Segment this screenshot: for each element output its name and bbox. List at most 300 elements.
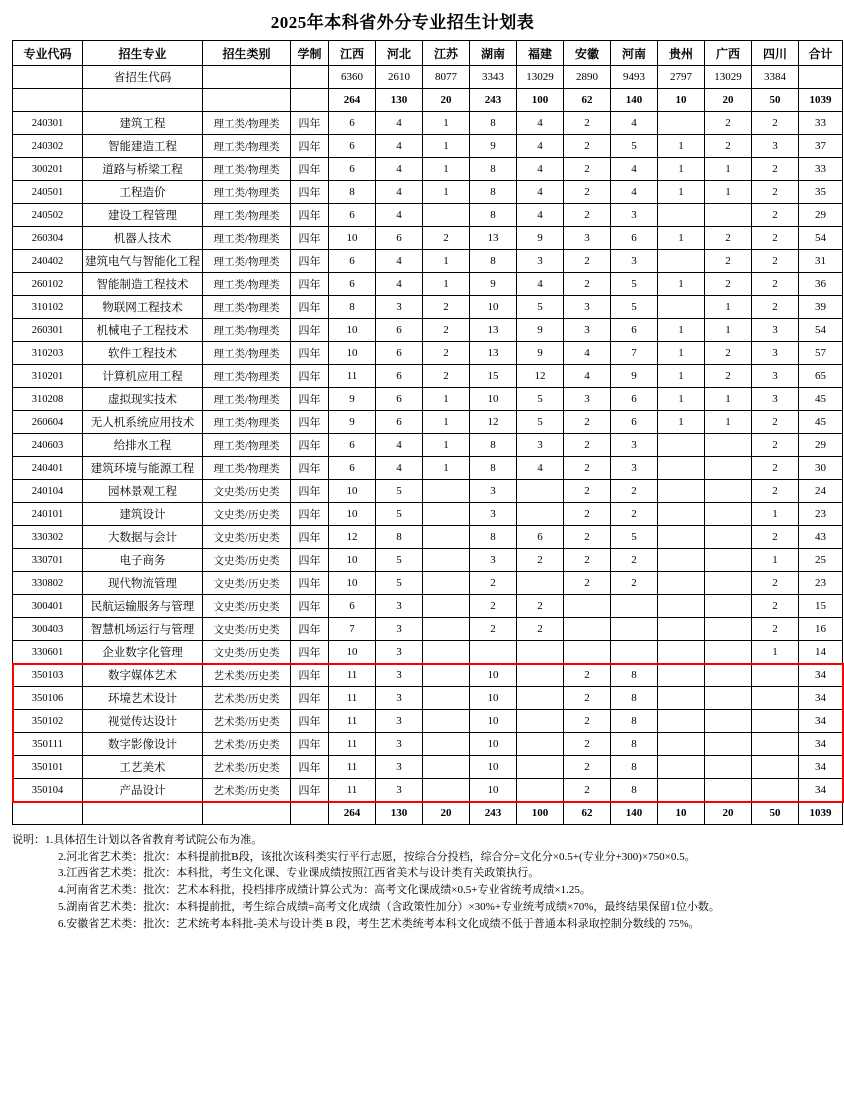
cell-row-total: 65 [799, 365, 843, 388]
cell-quota-2 [423, 733, 470, 756]
cell-row-total: 29 [799, 434, 843, 457]
cell-admission-category: 文史类/历史类 [203, 480, 291, 503]
cell-major-code: 300401 [13, 595, 83, 618]
cell-major-name: 建筑电气与智能化工程 [83, 250, 203, 273]
cell-province-code-6: 9493 [611, 66, 658, 89]
cell-quota-3: 10 [470, 756, 517, 779]
cell-quota-9: 2 [752, 434, 799, 457]
cell-quota-4: 3 [517, 434, 564, 457]
cell-row-total: 31 [799, 250, 843, 273]
cell-quota-5: 2 [564, 158, 611, 181]
cell-quota-4 [517, 572, 564, 595]
cell-major-name: 虚拟现实技术 [83, 388, 203, 411]
cell-admission-category: 理工类/物理类 [203, 457, 291, 480]
cell-quota-9: 1 [752, 549, 799, 572]
cell-quota-6: 8 [611, 664, 658, 687]
cell-quota-3: 10 [470, 687, 517, 710]
cell-major-name: 产品设计 [83, 779, 203, 802]
cell-admission-category: 艺术类/历史类 [203, 779, 291, 802]
note-line-2 [12, 849, 793, 866]
cell-quota-6: 8 [611, 710, 658, 733]
cell-quota-6: 5 [611, 526, 658, 549]
cell-quota-8 [705, 733, 752, 756]
cell-quota-6: 6 [611, 388, 658, 411]
cell-quota-3: 3 [470, 503, 517, 526]
cell-quota-7: 1 [658, 388, 705, 411]
cell-summary-8: 20 [705, 802, 752, 825]
cell-quota-3: 2 [470, 595, 517, 618]
cell-quota-0: 11 [329, 756, 376, 779]
cell-province-code-7: 2797 [658, 66, 705, 89]
note-line-5 [12, 899, 793, 916]
cell-study-length: 四年 [291, 181, 329, 204]
cell-quota-6: 2 [611, 549, 658, 572]
cell-major-name: 智能建造工程 [83, 135, 203, 158]
cell-major-name: 软件工程技术 [83, 342, 203, 365]
cell-study-length: 四年 [291, 158, 329, 181]
cell-quota-9: 3 [752, 388, 799, 411]
cell-study-length: 四年 [291, 365, 329, 388]
cell-quota-9: 2 [752, 250, 799, 273]
cell-study-length: 四年 [291, 664, 329, 687]
cell-quota-9: 3 [752, 342, 799, 365]
cell-quota-0: 10 [329, 572, 376, 595]
cell-quota-9 [752, 756, 799, 779]
cell-major-name: 工程造价 [83, 181, 203, 204]
cell-quota-2: 2 [423, 319, 470, 342]
cell-quota-3: 10 [470, 664, 517, 687]
cell-quota-5: 4 [564, 365, 611, 388]
cell-admission-category: 理工类/物理类 [203, 319, 291, 342]
cell-summary-7: 10 [658, 802, 705, 825]
cell-quota-8 [705, 664, 752, 687]
cell-study-length: 四年 [291, 503, 329, 526]
cell-quota-9: 2 [752, 526, 799, 549]
cell-admission-category: 艺术类/历史类 [203, 664, 291, 687]
cell-quota-6: 4 [611, 181, 658, 204]
cell-major-name: 道路与桥梁工程 [83, 158, 203, 181]
cell-row-total: 43 [799, 526, 843, 549]
cell-quota-2: 2 [423, 365, 470, 388]
cell-admission-category: 理工类/物理类 [203, 342, 291, 365]
note-text: 2.河北省艺术类：批次：本科提前批B段，该批次该科类实行平行志愿，按综合分投档，综合分=文化分×0.5+(专业分+300)×750×0.5。 [58, 850, 696, 863]
cell-quota-3: 8 [470, 112, 517, 135]
cell-major-name: 机器人技术 [83, 227, 203, 250]
cell-quota-6: 3 [611, 457, 658, 480]
cell-quota-3: 9 [470, 273, 517, 296]
cell-major [83, 89, 203, 112]
cell-major-code: 240301 [13, 112, 83, 135]
cell-major-code: 310203 [13, 342, 83, 365]
cell-major [83, 802, 203, 825]
cell-province-code-5: 2890 [564, 66, 611, 89]
cell-quota-6: 8 [611, 756, 658, 779]
cell-major-name: 建设工程管理 [83, 204, 203, 227]
cell-quota-1: 3 [376, 595, 423, 618]
cell-study-length: 四年 [291, 135, 329, 158]
cell-quota-3: 10 [470, 296, 517, 319]
cell-row-total: 33 [799, 112, 843, 135]
cell-quota-4: 4 [517, 112, 564, 135]
cell-quota-8 [705, 572, 752, 595]
cell-quota-6: 8 [611, 687, 658, 710]
table-row [13, 641, 843, 664]
cell-total: 1039 [799, 802, 843, 825]
cell-row-total: 15 [799, 595, 843, 618]
cell-quota-0: 10 [329, 549, 376, 572]
cell-quota-8: 1 [705, 319, 752, 342]
cell-quota-7 [658, 434, 705, 457]
cell-quota-4: 2 [517, 549, 564, 572]
cell-quota-4: 9 [517, 227, 564, 250]
cell-quota-4 [517, 733, 564, 756]
cell-quota-5: 2 [564, 181, 611, 204]
table-row [13, 342, 843, 365]
column-header-3: 学制 [291, 41, 329, 66]
cell-quota-3: 10 [470, 710, 517, 733]
cell-study-length: 四年 [291, 388, 329, 411]
cell-quota-5: 2 [564, 204, 611, 227]
cell-quota-4: 5 [517, 296, 564, 319]
cell-study-length: 四年 [291, 480, 329, 503]
cell-admission-category: 理工类/物理类 [203, 250, 291, 273]
cell-major-name: 智能制造工程技术 [83, 273, 203, 296]
cell-quota-2: 1 [423, 112, 470, 135]
cell-quota-5: 4 [564, 342, 611, 365]
cell-category [203, 66, 291, 89]
column-header-9: 安徽 [564, 41, 611, 66]
cell-quota-1: 3 [376, 641, 423, 664]
cell-quota-6: 3 [611, 204, 658, 227]
cell-province-code-0: 6360 [329, 66, 376, 89]
cell-row-total: 16 [799, 618, 843, 641]
cell-quota-9: 3 [752, 135, 799, 158]
cell-quota-5: 2 [564, 273, 611, 296]
cell-study-length: 四年 [291, 319, 329, 342]
cell-major-name: 现代物流管理 [83, 572, 203, 595]
cell-quota-0: 9 [329, 388, 376, 411]
cell-quota-5: 2 [564, 526, 611, 549]
cell-quota-2: 1 [423, 457, 470, 480]
cell-major-code: 350103 [13, 664, 83, 687]
cell-quota-6: 9 [611, 365, 658, 388]
cell-admission-category: 艺术类/历史类 [203, 756, 291, 779]
cell-quota-4: 4 [517, 135, 564, 158]
cell-quota-7 [658, 503, 705, 526]
cell-major-name: 建筑设计 [83, 503, 203, 526]
cell-row-total: 54 [799, 227, 843, 250]
column-header-11: 贵州 [658, 41, 705, 66]
cell-major-name: 工艺美术 [83, 756, 203, 779]
cell-major-name: 无人机系统应用技术 [83, 411, 203, 434]
cell-quota-1: 6 [376, 342, 423, 365]
cell-quota-0: 12 [329, 526, 376, 549]
cell-study-length: 四年 [291, 204, 329, 227]
cell-row-total: 39 [799, 296, 843, 319]
cell-study-length: 四年 [291, 250, 329, 273]
cell-admission-category: 理工类/物理类 [203, 411, 291, 434]
cell-quota-5: 2 [564, 457, 611, 480]
cell-study-length: 四年 [291, 618, 329, 641]
cell-quota-5: 2 [564, 710, 611, 733]
column-header-14: 合计 [799, 41, 843, 66]
cell-quota-1: 3 [376, 618, 423, 641]
cell-quota-4: 3 [517, 250, 564, 273]
cell-quota-5: 2 [564, 687, 611, 710]
cell-quota-2: 2 [423, 342, 470, 365]
cell-quota-7 [658, 618, 705, 641]
cell-quota-1: 6 [376, 411, 423, 434]
cell-admission-category: 文史类/历史类 [203, 595, 291, 618]
cell-quota-2: 1 [423, 250, 470, 273]
cell-years [291, 66, 329, 89]
cell-quota-4 [517, 664, 564, 687]
cell-quota-8 [705, 549, 752, 572]
cell-quota-4 [517, 641, 564, 664]
cell-quota-7 [658, 480, 705, 503]
cell-major-code: 310201 [13, 365, 83, 388]
cell-major-code: 330302 [13, 526, 83, 549]
cell-quota-4: 2 [517, 618, 564, 641]
cell-quota-6 [611, 641, 658, 664]
cell-quota-6: 6 [611, 319, 658, 342]
column-header-12: 广西 [705, 41, 752, 66]
cell-quota-4: 12 [517, 365, 564, 388]
admission-plan-table [12, 40, 843, 825]
cell-study-length: 四年 [291, 549, 329, 572]
cell-quota-5: 2 [564, 434, 611, 457]
page-title: 2025年本科省外分专业招生计划表 [270, 13, 535, 32]
table-row [13, 112, 843, 135]
table-row [13, 480, 843, 503]
cell-major-code: 240104 [13, 480, 83, 503]
cell-quota-7 [658, 572, 705, 595]
cell-quota-6: 2 [611, 503, 658, 526]
cell-summary-4: 100 [517, 802, 564, 825]
cell-quota-6: 3 [611, 434, 658, 457]
cell-row-total: 23 [799, 503, 843, 526]
cell-quota-8: 2 [705, 342, 752, 365]
cell-admission-category: 理工类/物理类 [203, 434, 291, 457]
cell-major-code: 330601 [13, 641, 83, 664]
cell-quota-9: 2 [752, 112, 799, 135]
cell-summary-9: 50 [752, 802, 799, 825]
notes-section [12, 832, 793, 932]
cell-row-total: 57 [799, 342, 843, 365]
cell-quota-3: 8 [470, 457, 517, 480]
cell-quota-0: 6 [329, 250, 376, 273]
note-text: 1.具体招生计划以各省教育考试院公布为准。 [45, 834, 263, 846]
cell-quota-2 [423, 641, 470, 664]
cell-category [203, 89, 291, 112]
cell-quota-9: 3 [752, 319, 799, 342]
cell-major-name: 建筑环境与能源工程 [83, 457, 203, 480]
cell-province-code-9: 3384 [752, 66, 799, 89]
column-header-7: 湖南 [470, 41, 517, 66]
cell-quota-8: 1 [705, 181, 752, 204]
cell-quota-8: 2 [705, 250, 752, 273]
cell-quota-1: 4 [376, 181, 423, 204]
cell-quota-8: 2 [705, 365, 752, 388]
cell-quota-9: 1 [752, 641, 799, 664]
cell-quota-3: 3 [470, 480, 517, 503]
cell-major-name: 数字影像设计 [83, 733, 203, 756]
cell-quota-4 [517, 687, 564, 710]
cell-quota-2: 2 [423, 227, 470, 250]
cell-summary-4: 100 [517, 89, 564, 112]
cell-quota-1: 6 [376, 319, 423, 342]
cell-row-total: 14 [799, 641, 843, 664]
cell-quota-4: 9 [517, 342, 564, 365]
cell-quota-4: 4 [517, 204, 564, 227]
table-row [13, 135, 843, 158]
cell-row-total: 34 [799, 664, 843, 687]
cell-quota-3: 2 [470, 572, 517, 595]
cell-quota-5 [564, 618, 611, 641]
cell-quota-2 [423, 756, 470, 779]
cell-major-name: 智慧机场运行与管理 [83, 618, 203, 641]
cell-major-name: 计算机应用工程 [83, 365, 203, 388]
cell-quota-1: 5 [376, 549, 423, 572]
cell-quota-6: 4 [611, 112, 658, 135]
cell-quota-3: 3 [470, 549, 517, 572]
cell-quota-2: 1 [423, 135, 470, 158]
cell-quota-3: 8 [470, 526, 517, 549]
cell-quota-8 [705, 503, 752, 526]
cell-quota-4: 4 [517, 457, 564, 480]
cell-quota-5: 2 [564, 480, 611, 503]
cell-quota-7: 1 [658, 158, 705, 181]
cell-study-length: 四年 [291, 112, 329, 135]
cell-quota-4: 4 [517, 158, 564, 181]
cell-quota-7 [658, 204, 705, 227]
table-row [13, 365, 843, 388]
cell-quota-9: 2 [752, 296, 799, 319]
cell-quota-4: 6 [517, 526, 564, 549]
cell-study-length: 四年 [291, 342, 329, 365]
cell-quota-0: 6 [329, 112, 376, 135]
cell-major-code: 260301 [13, 319, 83, 342]
table-row [13, 273, 843, 296]
cell-quota-0: 6 [329, 595, 376, 618]
cell-row-total: 45 [799, 411, 843, 434]
cell-major-code: 240101 [13, 503, 83, 526]
cell-major-name: 大数据与会计 [83, 526, 203, 549]
cell-quota-5: 3 [564, 227, 611, 250]
cell-quota-0: 10 [329, 503, 376, 526]
cell-major-code: 350106 [13, 687, 83, 710]
cell-major-name: 物联网工程技术 [83, 296, 203, 319]
cell-study-length: 四年 [291, 296, 329, 319]
cell-quota-7 [658, 687, 705, 710]
table-row [13, 595, 843, 618]
cell-quota-5: 2 [564, 250, 611, 273]
cell-province-code-3: 3343 [470, 66, 517, 89]
cell-major-code: 310102 [13, 296, 83, 319]
cell-quota-8: 2 [705, 135, 752, 158]
cell-study-length: 四年 [291, 756, 329, 779]
cell-quota-2: 1 [423, 411, 470, 434]
cell-row-total: 29 [799, 204, 843, 227]
cell-admission-category: 文史类/历史类 [203, 549, 291, 572]
cell-quota-9: 2 [752, 227, 799, 250]
cell-quota-1: 6 [376, 388, 423, 411]
cell-quota-0: 9 [329, 411, 376, 434]
cell-major-code: 350104 [13, 779, 83, 802]
cell-quota-7: 1 [658, 365, 705, 388]
cell-quota-6: 5 [611, 135, 658, 158]
table-body [13, 66, 843, 825]
cell-quota-8 [705, 595, 752, 618]
cell-quota-2: 2 [423, 296, 470, 319]
column-header-0: 专业代码 [13, 41, 83, 66]
cell-quota-1: 5 [376, 503, 423, 526]
cell-quota-5: 2 [564, 112, 611, 135]
cell-row-total: 45 [799, 388, 843, 411]
cell-row-total: 54 [799, 319, 843, 342]
cell-quota-0: 6 [329, 273, 376, 296]
cell-quota-7 [658, 457, 705, 480]
cell-summary-8: 20 [705, 89, 752, 112]
cell-admission-category: 理工类/物理类 [203, 181, 291, 204]
cell-quota-9: 2 [752, 480, 799, 503]
cell-quota-9 [752, 710, 799, 733]
cell-quota-6: 6 [611, 227, 658, 250]
cell-quota-7 [658, 641, 705, 664]
cell-study-length: 四年 [291, 411, 329, 434]
cell-summary-1: 130 [376, 802, 423, 825]
cell-quota-0: 11 [329, 365, 376, 388]
cell-quota-2 [423, 664, 470, 687]
cell-admission-category: 理工类/物理类 [203, 296, 291, 319]
cell-quota-7 [658, 779, 705, 802]
cell-admission-category: 理工类/物理类 [203, 112, 291, 135]
table-row [13, 319, 843, 342]
cell-major-name: 视觉传达设计 [83, 710, 203, 733]
cell-study-length: 四年 [291, 641, 329, 664]
cell-admission-category: 理工类/物理类 [203, 204, 291, 227]
table-row [13, 457, 843, 480]
cell-quota-6: 8 [611, 779, 658, 802]
cell-study-length: 四年 [291, 710, 329, 733]
cell-summary-6: 140 [611, 89, 658, 112]
cell-quota-8 [705, 457, 752, 480]
cell-quota-4: 5 [517, 388, 564, 411]
cell-row-total: 34 [799, 733, 843, 756]
cell-major-code: 350101 [13, 756, 83, 779]
cell-row-total: 34 [799, 756, 843, 779]
note-text: 6.安徽省艺术类：批次：艺术统考本科批-美术与设计类 B 段，考生艺术类统考本科文化成绩不低于普通本科录取控制分数线的 75%。 [58, 917, 700, 930]
cell-summary-6: 140 [611, 802, 658, 825]
cell-quota-6: 5 [611, 273, 658, 296]
cell-quota-8 [705, 434, 752, 457]
cell-quota-3: 8 [470, 434, 517, 457]
cell-quota-7 [658, 549, 705, 572]
cell-quota-6: 4 [611, 158, 658, 181]
cell-study-length: 四年 [291, 572, 329, 595]
cell-admission-category: 文史类/历史类 [203, 572, 291, 595]
cell-quota-6 [611, 595, 658, 618]
cell-quota-0: 6 [329, 204, 376, 227]
cell-quota-9: 2 [752, 595, 799, 618]
admission-plan-table-wrapper [12, 40, 833, 825]
cell-major-code: 240401 [13, 457, 83, 480]
cell-row-total: 37 [799, 135, 843, 158]
cell-quota-1: 5 [376, 480, 423, 503]
cell-quota-4: 5 [517, 411, 564, 434]
cell-quota-0: 10 [329, 319, 376, 342]
cell-admission-category: 理工类/物理类 [203, 158, 291, 181]
